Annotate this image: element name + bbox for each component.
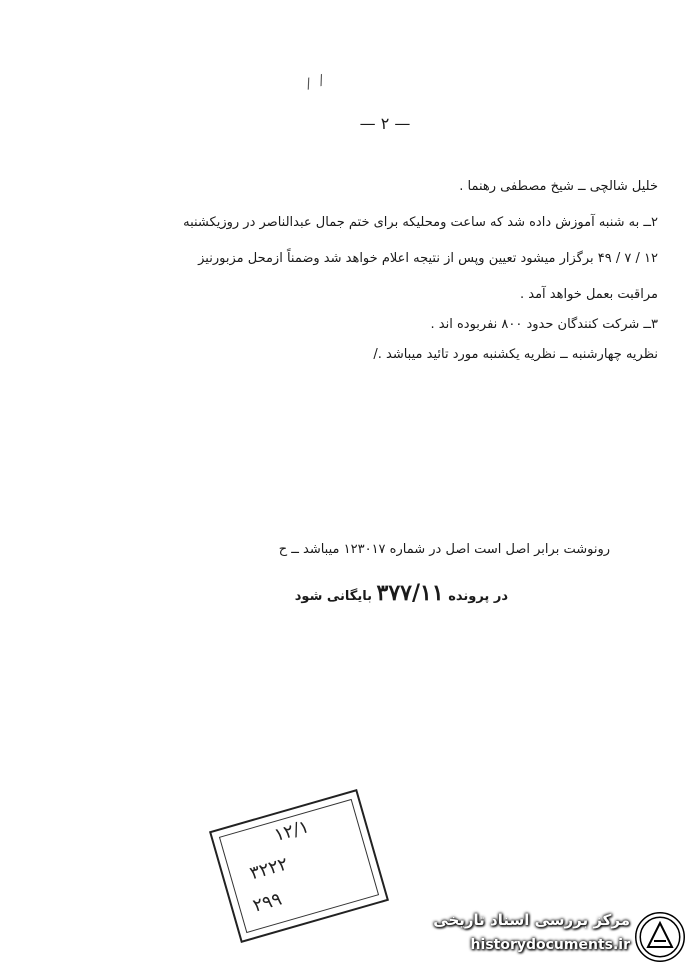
corner-mark: / / [304,71,328,93]
watermark-title: مرکز بررسی اسناد تاریخی [433,911,630,929]
page-number: — ۲ — [359,114,411,133]
body-line-names: خلیل شالچی ــ شیخ مصطفی رهنما . [459,179,658,194]
body-line-opinion: نظریه چهارشنبه ــ نظریه یکشنبه مورد تائید میباشد ./ [373,347,658,362]
watermark-url: historydocuments.ir [470,937,630,953]
body-line-item3: ۳ــ شرکت کنندگان حدود ۸۰۰ نفربوده اند . [430,317,658,332]
stamp-line2: ۳۲۲۲ [247,853,291,885]
copy-note-suffix: بایگانی شود [294,589,373,604]
file-number: ۳۷۷/۱۱ [376,580,444,606]
watermark [402,907,692,967]
body-line-item2: ۲ــ به شنبه آموزش داده شد که ساعت ومحلیکه برای ختم جمال عبدالناصر در روزیکشنبه [183,215,658,230]
archive-logo-icon [634,911,686,963]
body-line-item2-cont: ۱۲ / ۷ / ۴۹ برگزار میشود تعیین وپس از نتیجه اعلام خواهد شد وضمناً ازمحل مزبورنیز [198,251,658,266]
copy-note-prefix: در پرونده [448,589,508,604]
copy-note-line1: رونوشت برابر اصل است اصل در شماره ۱۲۳۰۱۷ میباشد ــ ح [278,542,610,557]
copy-note-line2 [295,580,508,606]
stamp-line3: ۲۹۹ [250,888,285,917]
archive-stamp [209,789,389,943]
body-line-item2-end: مراقبت بعمل خواهد آمد . [519,287,658,302]
stamp-line1: ۱۲/۱ [271,816,312,847]
